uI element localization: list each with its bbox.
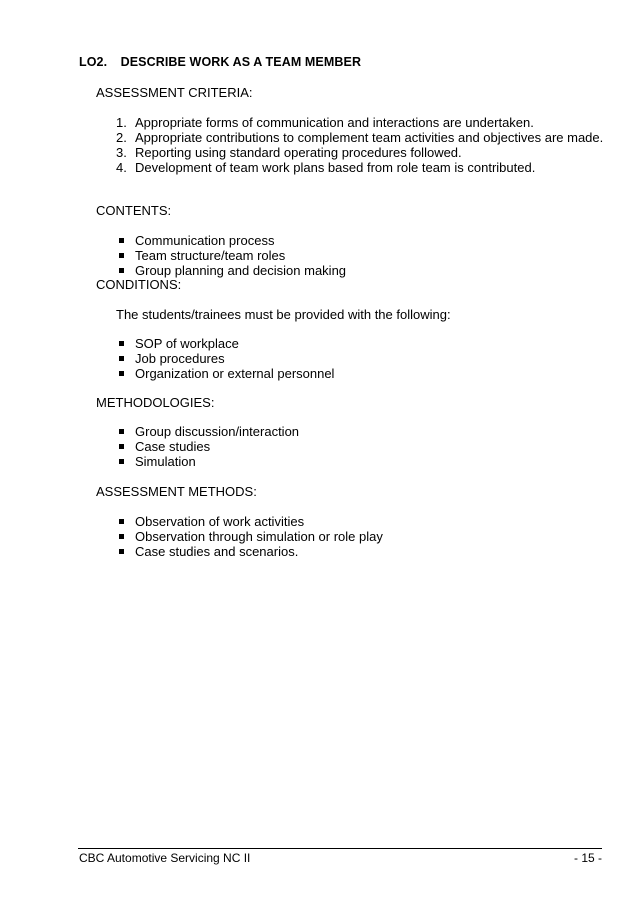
contents-section <box>96 203 618 278</box>
list-item <box>96 529 618 544</box>
square-bullet-icon <box>119 238 124 243</box>
list-item <box>96 233 618 248</box>
list-item-text: Organization or external personnel <box>135 366 335 381</box>
square-bullet-icon <box>119 429 124 434</box>
footer-divider <box>78 848 602 849</box>
criteria-text: Appropriate contributions to complement team activities and objectives are made. <box>135 130 604 145</box>
criteria-number: 3. <box>116 145 127 160</box>
criteria-text: Development of team work plans based from role team is contributed. <box>135 160 536 175</box>
square-bullet-icon <box>119 534 124 539</box>
learning-outcome-title: DESCRIBE WORK AS A TEAM MEMBER <box>120 55 362 69</box>
conditions-title: CONDITIONS: <box>96 277 182 292</box>
contents-list <box>96 233 618 278</box>
assessment-criteria-title: ASSESSMENT CRITERIA: <box>96 85 253 100</box>
assessment-criteria-list <box>96 115 618 175</box>
conditions-list <box>96 336 618 381</box>
assessment-methods-list <box>96 514 618 559</box>
assessment-criteria-section <box>96 85 618 175</box>
list-item-text: Job procedures <box>135 351 225 366</box>
methodologies-section <box>96 395 618 469</box>
footer-document-title: CBC Automotive Servicing NC II <box>79 851 251 865</box>
list-item-text: Group planning and decision making <box>135 263 347 278</box>
square-bullet-icon <box>119 268 124 273</box>
footer-page-number: - 15 - <box>573 851 602 865</box>
square-bullet-icon <box>119 519 124 524</box>
list-item-text: Observation of work activities <box>135 514 305 529</box>
list-item <box>96 424 618 439</box>
criteria-number: 1. <box>116 115 127 130</box>
list-item-text: Case studies <box>135 439 211 454</box>
criteria-number: 2. <box>116 130 127 145</box>
list-item <box>96 366 618 381</box>
methodologies-list <box>96 424 618 469</box>
list-item <box>96 336 618 351</box>
list-item-text: Team structure/team roles <box>135 248 286 263</box>
contents-title: CONTENTS: <box>96 203 172 218</box>
assessment-methods-section <box>96 484 618 559</box>
criteria-number: 4. <box>116 160 127 175</box>
list-item <box>96 248 618 263</box>
learning-outcome-heading <box>79 55 361 69</box>
square-bullet-icon <box>119 341 124 346</box>
list-item <box>96 514 618 529</box>
square-bullet-icon <box>119 253 124 258</box>
learning-outcome-code: LO2. <box>79 55 108 69</box>
list-item <box>96 351 618 366</box>
criteria-item <box>96 115 618 130</box>
list-item <box>96 263 618 278</box>
criteria-item <box>96 145 618 160</box>
conditions-intro: The students/trainees must be provided with the following: <box>116 307 451 322</box>
assessment-methods-title: ASSESSMENT METHODS: <box>96 484 257 499</box>
methodologies-title: METHODOLOGIES: <box>96 395 215 410</box>
criteria-text: Reporting using standard operating procedures followed. <box>135 145 462 160</box>
list-item-text: Simulation <box>135 454 196 469</box>
list-item <box>96 544 618 559</box>
criteria-text: Appropriate forms of communication and interactions are undertaken. <box>135 115 534 130</box>
square-bullet-icon <box>119 371 124 376</box>
square-bullet-icon <box>119 444 124 449</box>
criteria-item <box>96 130 618 145</box>
list-item-text: SOP of workplace <box>135 336 239 351</box>
list-item-text: Observation through simulation or role play <box>135 529 383 544</box>
list-item-text: Group discussion/interaction <box>135 424 300 439</box>
square-bullet-icon <box>119 549 124 554</box>
criteria-item <box>96 160 618 175</box>
list-item <box>96 454 618 469</box>
list-item-text: Communication process <box>135 233 275 248</box>
list-item-text: Case studies and scenarios. <box>135 544 299 559</box>
conditions-section <box>96 277 618 381</box>
square-bullet-icon <box>119 356 124 361</box>
list-item <box>96 439 618 454</box>
square-bullet-icon <box>119 459 124 464</box>
